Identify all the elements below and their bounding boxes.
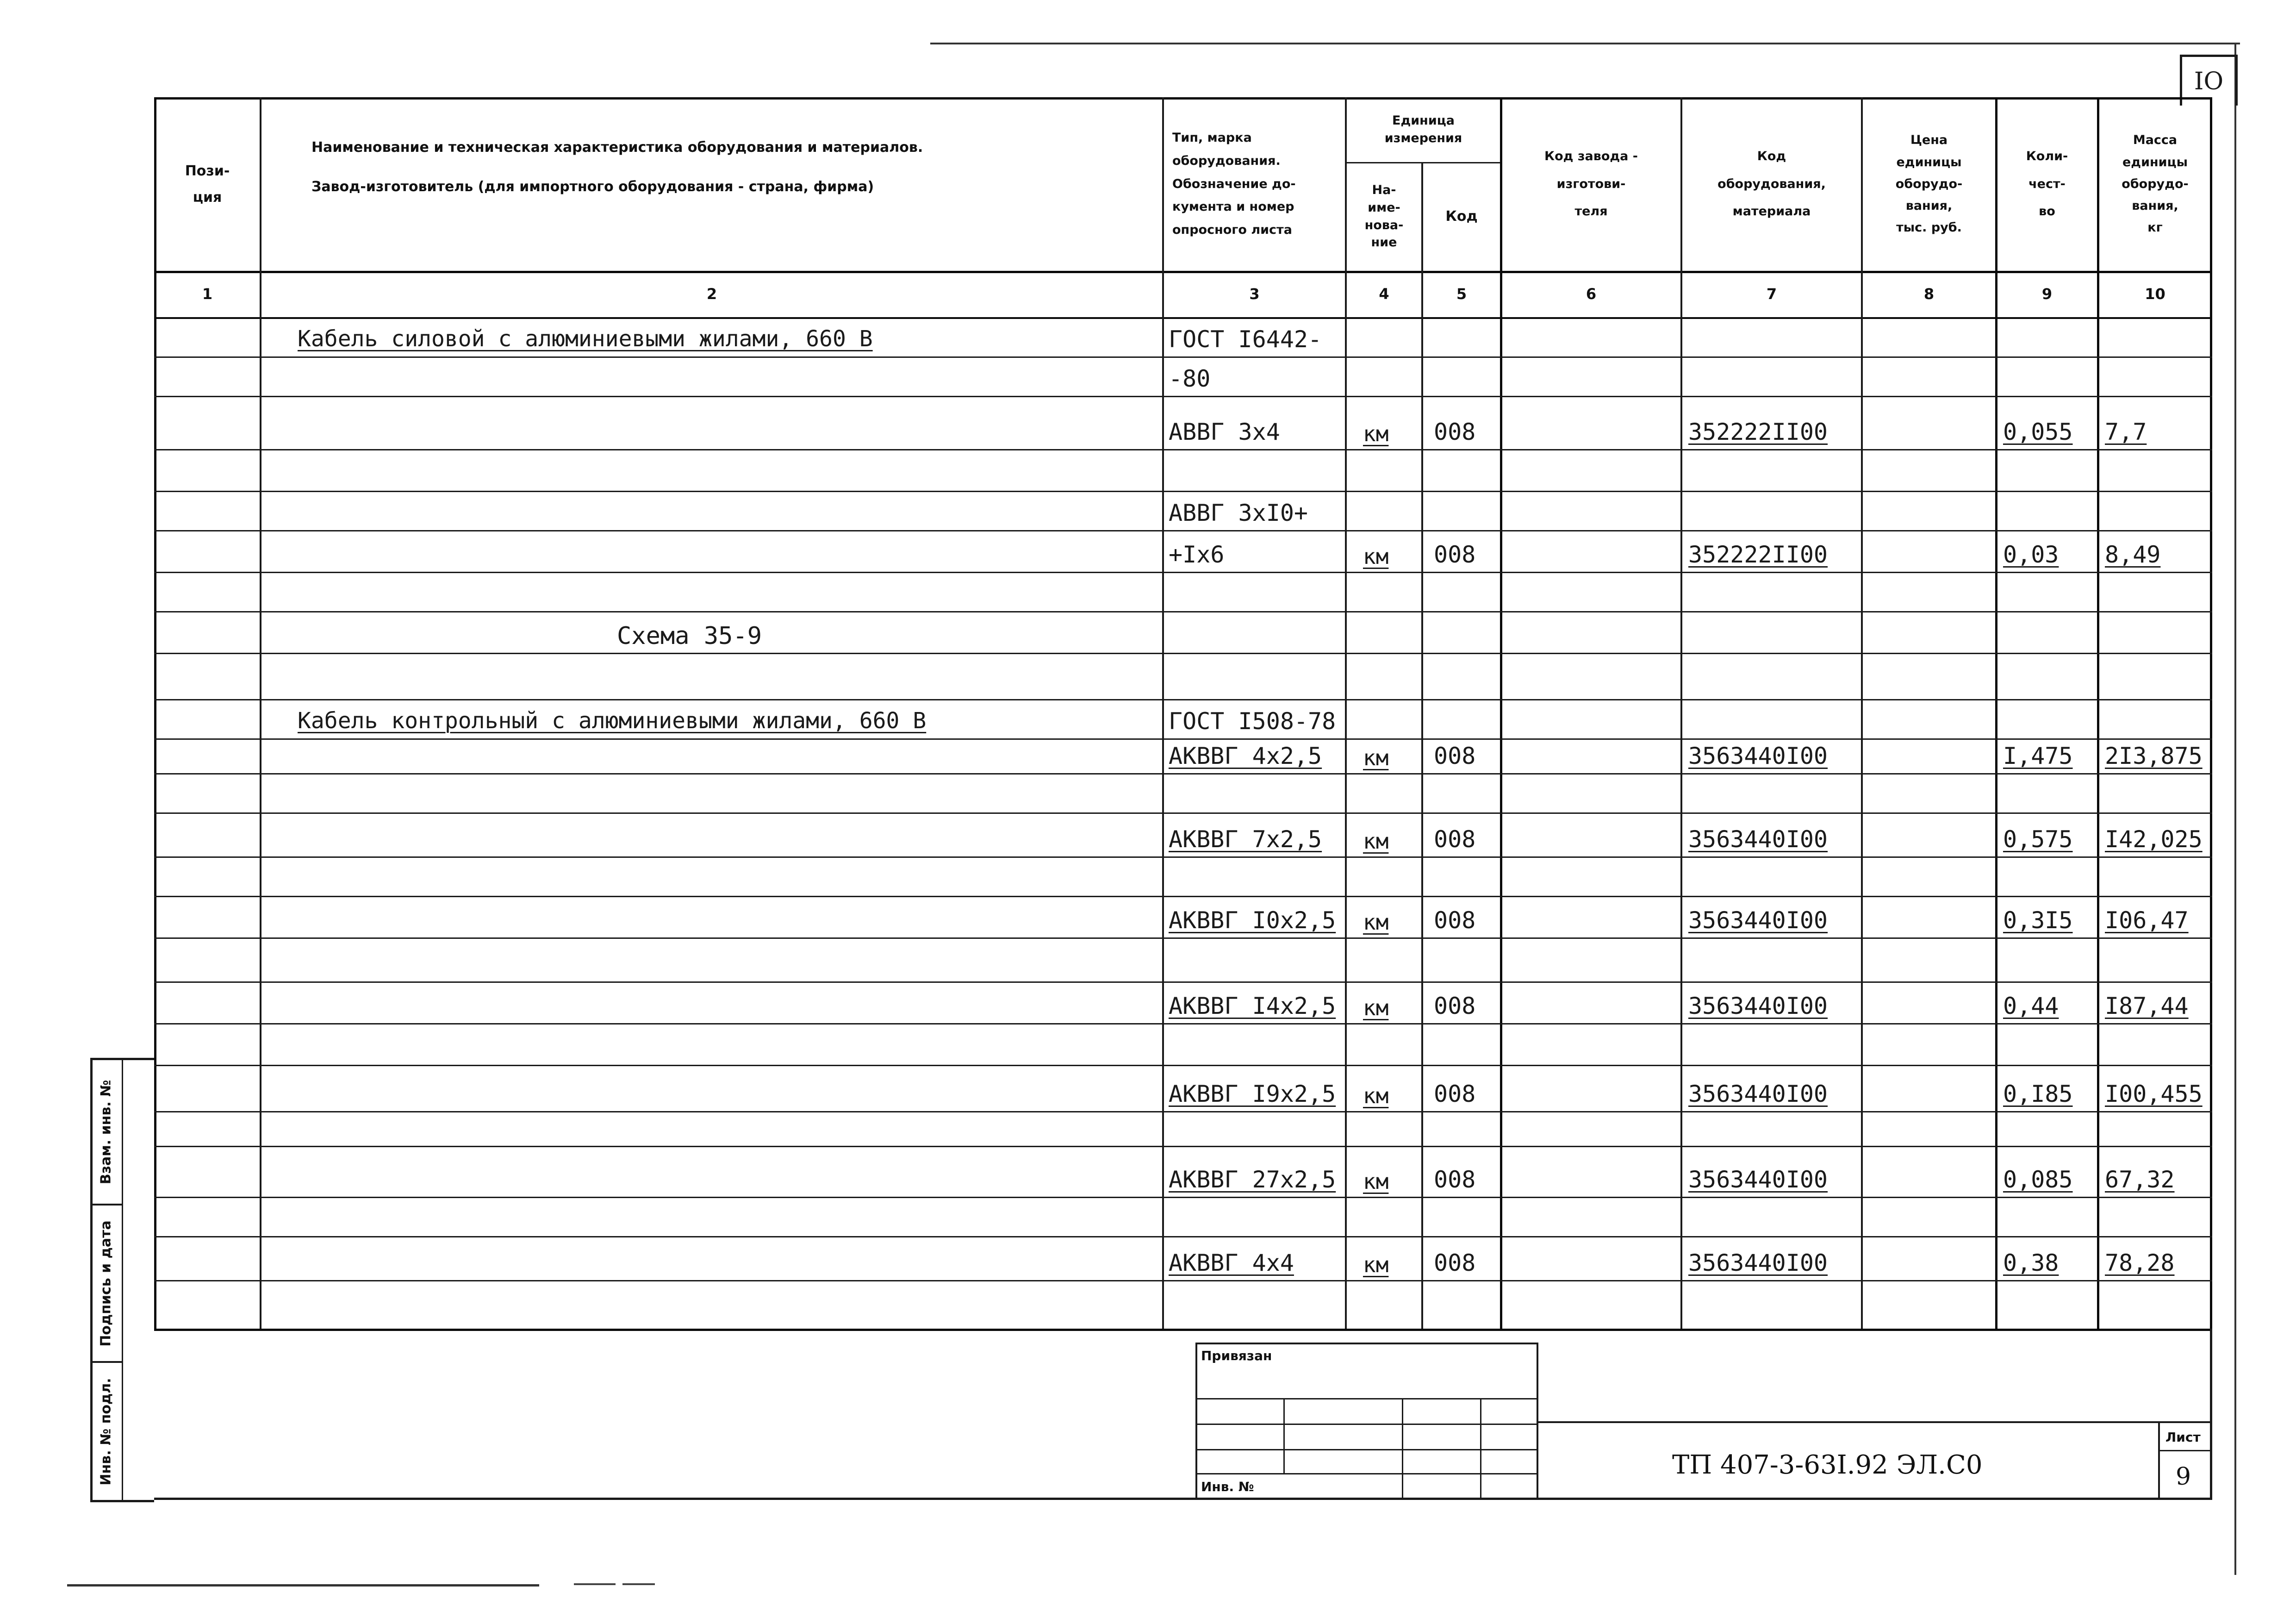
side-stamp-signature-date — [90, 1206, 122, 1361]
unit-code: 008 — [1434, 1081, 1476, 1107]
table-row — [154, 1197, 2212, 1236]
header-unit-mass-label: Масса единицы оборудо- вания, кг — [2122, 133, 2189, 235]
unit-name: км — [1363, 544, 1389, 569]
unit-mass: I06,47 — [2105, 907, 2189, 934]
quantity: 0,03 — [2003, 541, 2059, 568]
bottom-cut-line-dash — [622, 1583, 655, 1585]
sheet-number: 9 — [2176, 1463, 2191, 1491]
item-name: Кабель контрольный с алюминиевыми жилами, 660 В — [298, 708, 927, 734]
header-quantity-label: Коли- чест- во — [2026, 149, 2068, 219]
unit-name: км — [1363, 1083, 1389, 1108]
table-row — [154, 1111, 2212, 1146]
material-code: 3563440I00 — [1688, 907, 1828, 934]
header-unit-group — [1346, 97, 1501, 162]
item-type: -80 — [1169, 365, 1211, 392]
unit-mass: 78,28 — [2105, 1249, 2175, 1276]
unit-name: км — [1363, 995, 1389, 1020]
side-stamp-replace-inv — [90, 1060, 122, 1204]
material-code: 3563440I00 — [1688, 1081, 1828, 1107]
column-number: 6 — [1586, 285, 1597, 303]
header-name — [261, 97, 1163, 271]
header-manufacturer-code-label: Код завода - изготови- теля — [1544, 149, 1638, 219]
table-row — [154, 653, 2212, 699]
table-row — [154, 773, 2212, 812]
unit-code: 008 — [1434, 418, 1476, 445]
column-number: 8 — [1923, 285, 1935, 303]
unit-name: км — [1363, 421, 1389, 446]
unit-mass: 67,32 — [2105, 1166, 2175, 1193]
side-stamp-original-inv — [90, 1363, 122, 1500]
table-row — [154, 1023, 2212, 1065]
column-number: 4 — [1379, 285, 1389, 303]
item-type: АВВГ 3х4 — [1169, 418, 1280, 445]
header-unit-mass — [2098, 97, 2212, 271]
unit-name: км — [1363, 745, 1389, 770]
item-type: АКВВГ I9х2,5 — [1169, 1081, 1336, 1107]
item-type: АКВВГ I0х2,5 — [1169, 907, 1336, 934]
quantity: 0,38 — [2003, 1249, 2059, 1276]
item-name: Кабель силовой с алюминиевыми жилами, 660 В — [298, 326, 873, 352]
unit-mass: 8,49 — [2105, 541, 2161, 568]
unit-name: км — [1363, 1169, 1389, 1194]
material-code: 3563440I00 — [1688, 993, 1828, 1019]
quantity: 0,575 — [2003, 826, 2073, 853]
unit-code: 008 — [1434, 541, 1476, 568]
item-type: АКВВГ 4х2,5 — [1169, 743, 1322, 769]
header-type-label: Тип, марка оборудования. Обозначение до- кумента и номер опросного листа — [1172, 130, 1296, 237]
item-type: АКВВГ 7х2,5 — [1169, 826, 1322, 853]
quantity: 0,3I5 — [2003, 907, 2073, 934]
scan-artifact — [2018, 1560, 2110, 1579]
header-unit-code — [1422, 162, 1501, 271]
unit-code: 008 — [1434, 1166, 1476, 1193]
table-row — [154, 856, 2212, 896]
header-position-label: Пози- ция — [185, 162, 230, 206]
unit-mass: I42,025 — [2105, 826, 2203, 853]
material-code: 352222II00 — [1688, 418, 1828, 445]
material-code: 3563440I00 — [1688, 1249, 1828, 1276]
column-number: 1 — [202, 285, 213, 303]
column-number: 2 — [706, 285, 717, 303]
header-material-code — [1681, 97, 1862, 271]
table-row — [154, 449, 2212, 491]
sheet-corner-number-text: IO — [2194, 67, 2224, 95]
column-number: 10 — [2145, 285, 2165, 303]
item-type: АКВВГ 27х2,5 — [1169, 1166, 1336, 1193]
table-row — [154, 937, 2212, 981]
material-code: 3563440I00 — [1688, 1166, 1828, 1193]
column-number: 5 — [1456, 285, 1467, 303]
unit-name: км — [1363, 1252, 1389, 1277]
unit-name: км — [1363, 829, 1389, 854]
material-code: 352222II00 — [1688, 541, 1828, 568]
material-code: 3563440I00 — [1688, 826, 1828, 853]
bottom-cut-line — [67, 1584, 539, 1587]
header-name-line2: Завод-изготовитель (для импортного оборудования - страна, фирма) — [311, 179, 874, 195]
document-code: ТП 407-3-63I.92 ЭЛ.С0 — [1672, 1450, 1983, 1480]
unit-code: 008 — [1434, 1249, 1476, 1276]
header-unit-price-label: Цена единицы оборудо- вания, тыс. руб. — [1895, 133, 1963, 235]
unit-mass: 2I3,875 — [2105, 743, 2203, 769]
header-type — [1163, 97, 1346, 271]
unit-mass: I87,44 — [2105, 993, 2189, 1019]
side-stamp — [90, 1058, 154, 1502]
top-frame-line — [930, 43, 2240, 44]
specification-table — [154, 97, 2212, 1329]
quantity: 0,44 — [2003, 993, 2059, 1019]
unit-code: 008 — [1434, 907, 1476, 934]
unit-code: 008 — [1434, 993, 1476, 1019]
header-unit-group-label: Единица измерения — [1384, 113, 1462, 145]
item-type: АВВГ 3хI0+ — [1169, 500, 1308, 526]
side-stamp-signature-date-label: Подпись и дата — [98, 1220, 114, 1347]
scheme-heading: Схема 35-9 — [617, 622, 762, 650]
quantity: 0,055 — [2003, 418, 2073, 445]
header-position — [154, 97, 261, 271]
header-name-line1: Наименование и техническая характеристика оборудования и материалов. — [311, 139, 923, 156]
header-quantity — [1996, 97, 2098, 271]
right-frame-line — [2234, 43, 2236, 1575]
item-type: АКВВГ I4х2,5 — [1169, 993, 1336, 1019]
side-stamp-replace-inv-label: Взам. инв. № — [98, 1080, 114, 1184]
header-unit-name — [1346, 162, 1422, 271]
unit-code: 008 — [1434, 826, 1476, 853]
unit-mass: I00,455 — [2105, 1081, 2203, 1107]
column-number: 9 — [2041, 285, 2053, 303]
table-row — [154, 1280, 2212, 1329]
column-number: 7 — [1766, 285, 1777, 303]
item-type: АКВВГ 4х4 — [1169, 1249, 1294, 1276]
table-row — [154, 611, 2212, 653]
header-unit-code-label: Код — [1445, 208, 1478, 225]
header-unit-price — [1862, 97, 1996, 271]
unit-code: 008 — [1434, 743, 1476, 769]
table-row — [154, 572, 2212, 611]
item-type: ГОСТ I508-78 — [1169, 708, 1336, 735]
side-stamp-original-inv-label: Инв. № подл. — [98, 1377, 114, 1486]
title-block — [154, 1329, 2212, 1500]
unit-mass: 7,7 — [2105, 418, 2147, 445]
item-type: ГОСТ I6442- — [1169, 326, 1322, 353]
quantity: I,475 — [2003, 743, 2073, 769]
item-type: +Iх6 — [1169, 541, 1225, 568]
quantity: 0,I85 — [2003, 1081, 2073, 1107]
inventory-number-label: Инв. № — [1201, 1479, 1254, 1494]
material-code: 3563440I00 — [1688, 743, 1828, 769]
header-material-code-label: Код оборудования, материала — [1717, 149, 1826, 219]
attached-label: Привязан — [1201, 1348, 1272, 1363]
column-number: 3 — [1249, 285, 1260, 303]
bottom-cut-line-dash — [574, 1583, 616, 1585]
header-unit-name-label: На- име- нова- ние — [1364, 182, 1404, 250]
sheet-label: Лист — [2165, 1430, 2201, 1445]
unit-name: км — [1363, 910, 1389, 935]
header-manufacturer-code — [1501, 97, 1681, 271]
quantity: 0,085 — [2003, 1166, 2073, 1193]
